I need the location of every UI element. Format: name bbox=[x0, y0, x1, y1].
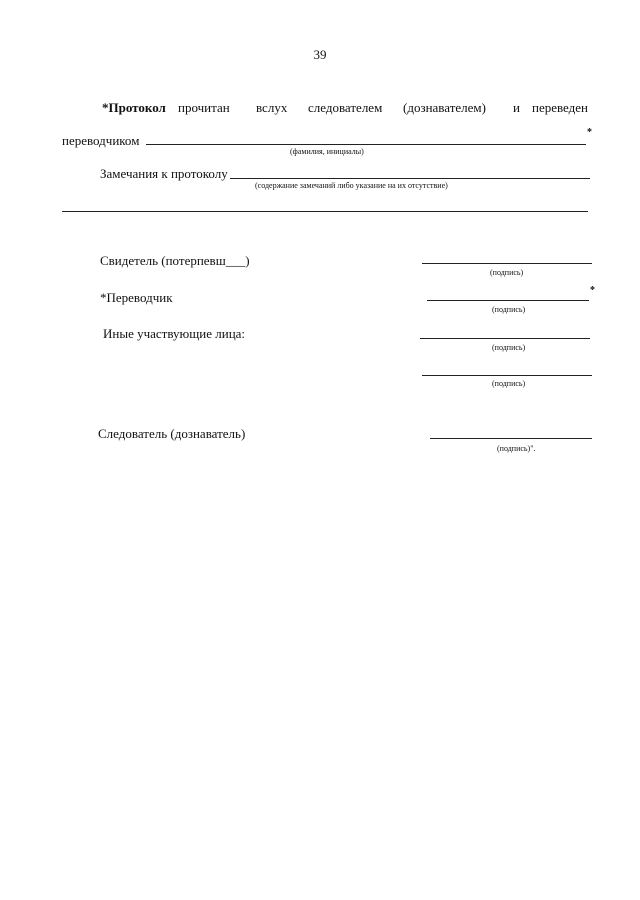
translator-name-note: (фамилия, инициалы) bbox=[290, 147, 364, 156]
investigator-label: Следователь (дознаватель) bbox=[98, 426, 246, 441]
word-and: и bbox=[513, 100, 520, 115]
translator-signature-star: * bbox=[590, 285, 595, 296]
translator-footnote-star: * bbox=[587, 127, 592, 138]
word-translated: переведен bbox=[532, 100, 588, 115]
translator-signature-label: *Переводчик bbox=[100, 290, 173, 305]
remarks-line bbox=[230, 178, 590, 179]
investigator-signature-note: (подпись)". bbox=[497, 444, 536, 453]
translator-line-label: переводчиком bbox=[62, 133, 140, 148]
remarks-label: Замечания к протоколу bbox=[100, 166, 228, 181]
page-number: 39 bbox=[313, 47, 327, 62]
translator-signature-note: (подпись) bbox=[492, 305, 526, 314]
remarks-note: (содержание замечаний либо указание на их отсутствие) bbox=[255, 181, 448, 190]
others-label: Иные участвующие лица: bbox=[103, 326, 246, 341]
remarks-continuation-line bbox=[62, 211, 588, 212]
others-signature-note-1: (подпись) bbox=[492, 343, 526, 352]
witness-signature-note: (подпись) bbox=[490, 268, 524, 277]
word-aloud: вслух bbox=[256, 100, 288, 115]
word-investigator: следователем bbox=[308, 100, 383, 115]
translator-name-line bbox=[146, 144, 586, 145]
others-signature-note-2: (подпись) bbox=[492, 379, 526, 388]
others-signature-line-1 bbox=[420, 338, 590, 339]
translator-signature-line bbox=[427, 300, 589, 301]
witness-label: Свидетель (потерпевш___) bbox=[100, 253, 250, 268]
word-read: прочитан bbox=[178, 100, 230, 115]
witness-signature-line bbox=[422, 263, 592, 264]
investigator-signature-line bbox=[430, 438, 592, 439]
others-signature-line-2 bbox=[422, 375, 592, 376]
word-protocol: *Протокол bbox=[102, 100, 166, 115]
word-inquirer: (дознавателем) bbox=[403, 100, 486, 115]
